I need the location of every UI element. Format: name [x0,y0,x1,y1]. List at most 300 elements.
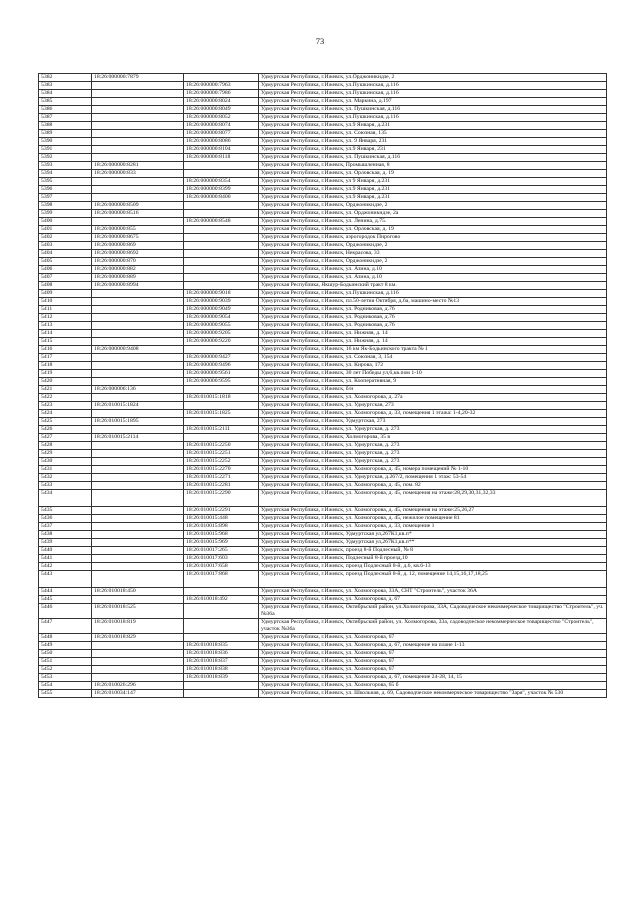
table-row [39,689,607,697]
land-cadastral-number-cell [92,130,184,138]
land-cadastral-number-cell [92,314,184,322]
table-row [39,482,607,490]
land-cadastral-number-cell [92,338,184,346]
land-cadastral-number-cell [92,474,184,482]
row-number-cell: 5396 [39,186,92,194]
land-cadastral-number-cell: 18:26:000000:855 [92,226,184,234]
address-cell: Удмуртская Республика, г.Ижевск, проезд Подлесный 8-й, д. 12, помещение 14,15,16,17,18,25 [259,571,607,588]
object-cadastral-number-cell: 18:26:000000:8104 [184,146,259,154]
object-cadastral-number-cell: 18:26:010015:2252 [184,458,259,466]
object-cadastral-number-cell: 18:26:010015:1825 [184,410,259,418]
table-row [39,539,607,547]
table-row [39,362,607,370]
row-number-cell: 5439 [39,539,92,547]
object-cadastral-number-cell: 18:26:010015:2251 [184,450,259,458]
object-cadastral-number-cell: 18:26:010015:2111 [184,426,259,434]
table-row [39,523,607,531]
table-row [39,322,607,330]
land-cadastral-number-cell: 18:26:010018:525 [92,604,184,619]
object-cadastral-number-cell [184,74,259,82]
object-cadastral-number-cell: 18:26:010018:835 [184,641,259,649]
table-row [39,90,607,98]
address-cell: Удмуртская Республика, г.Ижевск, проезд 8-й Подлесный, № 8 [259,547,607,555]
table-row [39,507,607,515]
address-cell: Удмуртская Республика, г.Ижевск, проезд Подлесный 8-й, д.6, кв.6-13 [259,563,607,571]
row-number-cell: 5450 [39,649,92,657]
address-cell: Удмуртская Республика, г.Ижевск, 16 км Як-Бодьинского тракта № 1 [259,346,607,354]
land-cadastral-number-cell: 18:26:000000:8281 [92,162,184,170]
address-cell: Удмуртская Республика, г.Ижевск, ул. Удмуртская, д. 273 [259,426,607,434]
cadastral-register-table [38,73,607,698]
table-row [39,178,607,186]
row-number-cell: 5385 [39,98,92,106]
object-cadastral-number-cell [184,681,259,689]
address-cell: Удмуртская Республика, г.Ижевск, ул. Пушкинская, д.116 [259,154,607,162]
object-cadastral-number-cell: 18:26:000000:8118 [184,154,259,162]
table-row [39,114,607,122]
object-cadastral-number-cell: 18:26:010015:898 [184,523,259,531]
object-cadastral-number-cell [184,258,259,266]
object-cadastral-number-cell: 18:26:010015:968 [184,531,259,539]
address-cell: Удмуртская Республика, г.Ижевск, ул. Школьная, д. 69, Садоводческое некоммерческое товарищество "Заря", участок № 530 [259,689,607,697]
row-number-cell: 5434 [39,490,92,507]
land-cadastral-number-cell: 18:26:000000:9408 [92,346,184,354]
row-number-cell: 5423 [39,402,92,410]
table-row [39,450,607,458]
row-number-cell: 5438 [39,531,92,539]
object-cadastral-number-cell [184,210,259,218]
table-row [39,210,607,218]
land-cadastral-number-cell: 18:26:010018:450 [92,588,184,596]
row-number-cell: 5387 [39,114,92,122]
table-row [39,290,607,298]
row-number-cell: 5432 [39,474,92,482]
object-cadastral-number-cell [184,234,259,242]
object-cadastral-number-cell: 18:26:000000:9055 [184,322,259,330]
row-number-cell: 5426 [39,426,92,434]
table-row [39,563,607,571]
table-row [39,258,607,266]
row-number-cell: 5407 [39,274,92,282]
address-cell: Удмуртская Республика, г.Ижевск, ул.Пушкинская, д.116 [259,82,607,90]
object-cadastral-number-cell [184,604,259,619]
table-row [39,242,607,250]
object-cadastral-number-cell: 18:26:000000:8399 [184,186,259,194]
address-cell: Удмуртская Республика, г.Ижевск, ул. Орловская, д. 19 [259,170,607,178]
row-number-cell: 5421 [39,386,92,394]
land-cadastral-number-cell [92,563,184,571]
table-row [39,442,607,450]
row-number-cell: 5445 [39,596,92,604]
row-number-cell: 5384 [39,90,92,98]
land-cadastral-number-cell [92,138,184,146]
object-cadastral-number-cell [184,226,259,234]
table-row [39,202,607,210]
address-cell: Удмуртская Республика, г.Ижевск, Промышленная, 8 [259,162,607,170]
land-cadastral-number-cell [92,673,184,681]
object-cadastral-number-cell: 18:26:000000:8077 [184,130,259,138]
address-cell: Удмуртская Республика, г.Ижевск, 30 лет Победы ул,6,кв.пом 1-10 [259,370,607,378]
object-cadastral-number-cell [184,633,259,641]
table-row [39,490,607,507]
table-row [39,330,607,338]
land-cadastral-number-cell: 18:26:000000:8675 [92,234,184,242]
land-cadastral-number-cell: 18:26:000000:833 [92,170,184,178]
page-number: 73 [315,36,325,46]
object-cadastral-number-cell: 18:26:010017:658 [184,563,259,571]
land-cadastral-number-cell [92,90,184,98]
object-cadastral-number-cell [184,162,259,170]
table-row [39,274,607,282]
object-cadastral-number-cell: 18:26:010015:2271 [184,474,259,482]
land-cadastral-number-cell [92,649,184,657]
table-row [39,194,607,202]
address-cell: Удмуртская Республика, г.Ижевск, ул.9 Января, д.231 [259,194,607,202]
land-cadastral-number-cell [92,641,184,649]
row-number-cell: 5390 [39,138,92,146]
row-number-cell: 5424 [39,410,92,418]
object-cadastral-number-cell: 18:26:010017:868 [184,571,259,588]
table-row [39,98,607,106]
land-cadastral-number-cell [92,306,184,314]
object-cadastral-number-cell: 18:26:000000:8052 [184,114,259,122]
address-cell: Удмуртская Республика, г.Ижевск, ул.9 Января, д.231 [259,186,607,194]
table-row [39,146,607,154]
object-cadastral-number-cell: 18:26:010015:2290 [184,490,259,507]
land-cadastral-number-cell: 18:26:000000:870 [92,258,184,266]
row-number-cell: 5411 [39,306,92,314]
table-row [39,604,607,619]
land-cadastral-number-cell: 18:26:010015:1824 [92,402,184,410]
row-number-cell: 5414 [39,330,92,338]
land-cadastral-number-cell [92,523,184,531]
address-cell: Удмуртская Республика, г.Ижевск, б/н [259,386,607,394]
land-cadastral-number-cell: 18:26:000006:136 [92,386,184,394]
table-row [39,555,607,563]
land-cadastral-number-cell [92,354,184,362]
land-cadastral-number-cell [92,394,184,402]
address-cell: Удмуртская Республика, г.Ижевск, Орджоникидзе, 2 [259,242,607,250]
row-number-cell: 5446 [39,604,92,619]
row-number-cell: 5435 [39,507,92,515]
row-number-cell: 5400 [39,218,92,226]
row-number-cell: 5394 [39,170,92,178]
land-cadastral-number-cell: 18:26:000000:8692 [92,250,184,258]
table-row [39,618,607,633]
address-cell: Удмуртская Республика, г.Ижевск, Орджоникидзе, 2 [259,202,607,210]
land-cadastral-number-cell: 18:26:010018:829 [92,633,184,641]
row-number-cell: 5382 [39,74,92,82]
table-row [39,306,607,314]
land-cadastral-number-cell [92,362,184,370]
address-cell: Удмуртская Республика, г.Ижевск, ул. Орджоникидзе, 2а [259,210,607,218]
address-cell: Удмуртская Республика, г.Ижевск, ул. Удмуртская, д. 273 [259,442,607,450]
object-cadastral-number-cell [184,274,259,282]
land-cadastral-number-cell [92,146,184,154]
object-cadastral-number-cell [184,250,259,258]
address-cell: Удмуртская Республика, г.Ижевск, ул.9 Января, 231 [259,146,607,154]
land-cadastral-number-cell [92,442,184,450]
row-number-cell: 5418 [39,362,92,370]
row-number-cell: 5440 [39,547,92,555]
address-cell: Удмуртская Республика, г.Ижевск, аэрогородок Пирогово [259,234,607,242]
address-cell: Удмуртская Республика, г.Ижевск, ул. Родниковая, д.76 [259,314,607,322]
object-cadastral-number-cell: 18:26:000000:8024 [184,98,259,106]
land-cadastral-number-cell [92,426,184,434]
row-number-cell: 5404 [39,250,92,258]
row-number-cell: 5442 [39,563,92,571]
table-row [39,282,607,290]
object-cadastral-number-cell: 18:26:000000:9039 [184,298,259,306]
land-cadastral-number-cell [92,290,184,298]
row-number-cell: 5436 [39,515,92,523]
table-row [39,458,607,466]
land-cadastral-number-cell [92,507,184,515]
row-number-cell: 5449 [39,641,92,649]
table-row [39,641,607,649]
object-cadastral-number-cell [184,402,259,410]
address-cell: Удмуртская Республика, г.Ижевск, Подлесный 8-й проезд,10 [259,555,607,563]
table-row [39,394,607,402]
row-number-cell: 5415 [39,338,92,346]
land-cadastral-number-cell [92,596,184,604]
land-cadastral-number-cell [92,378,184,386]
table-row [39,571,607,588]
land-cadastral-number-cell [92,298,184,306]
land-cadastral-number-cell: 18:26:000000:8516 [92,210,184,218]
land-cadastral-number-cell: 18:26:000000:8509 [92,202,184,210]
table-row [39,474,607,482]
land-cadastral-number-cell [92,657,184,665]
object-cadastral-number-cell: 18:26:000000:9018 [184,290,259,298]
row-number-cell: 5417 [39,354,92,362]
row-number-cell: 5405 [39,258,92,266]
address-cell: Удмуртская Республика, г.Ижевск, ул. Холмогорова, д. 33, помещение 1 [259,523,607,531]
table-row [39,596,607,604]
row-number-cell: 5454 [39,681,92,689]
table-row [39,657,607,665]
row-number-cell: 5416 [39,346,92,354]
land-cadastral-number-cell [92,547,184,555]
address-cell: Удмуртская Республика, г.Ижевск, Орджоникидзе, 2 [259,258,607,266]
land-cadastral-number-cell [92,482,184,490]
row-number-cell: 5448 [39,633,92,641]
address-cell: Удмуртская Республика, г.Ижевск, Октябрьский район, ул.Холмогорова, 33А, Садоводческое некоммерческое товарищество "Строитель", уч.№36а [259,604,607,619]
object-cadastral-number-cell [184,346,259,354]
table-row [39,402,607,410]
row-number-cell: 5389 [39,130,92,138]
address-cell: Удмуртская Республика, г.Ижевск, ул. Холмогорова, д. 45, пом. 82 [259,482,607,490]
object-cadastral-number-cell: 18:26:010015:2250 [184,442,259,450]
table-row [39,547,607,555]
object-cadastral-number-cell: 18:26:000000:9205 [184,330,259,338]
address-cell: Удмуртская Республика, г.Ижевск, Холмогорова, 35 в [259,434,607,442]
row-number-cell: 5395 [39,178,92,186]
land-cadastral-number-cell [92,466,184,474]
row-number-cell: 5403 [39,242,92,250]
object-cadastral-number-cell [184,282,259,290]
address-cell: Удмуртская Республика, г.Ижевск, ул. Маркина, д.197 [259,98,607,106]
table-row [39,665,607,673]
address-cell: Удмуртская Республика, г.Ижевск, ул. Ленина, д.75. [259,218,607,226]
table-row [39,266,607,274]
row-number-cell: 5427 [39,434,92,442]
table-row [39,466,607,474]
table-row [39,354,607,362]
address-cell: Удмуртская Республика, г.Ижевск, ул. Нижняя, д. 14 [259,330,607,338]
row-number-cell: 5402 [39,234,92,242]
land-cadastral-number-cell [92,98,184,106]
object-cadastral-number-cell: 18:26:000000:8548 [184,218,259,226]
table-row [39,298,607,306]
address-cell: Удмуртская Республика, г.Ижевск, ул 9 Января, д.231 [259,178,607,186]
address-cell: Удмуртская Республика, г.Ижевск, ул.Пушкинская, д.116 [259,290,607,298]
land-cadastral-number-cell: 18:26:000000:8994 [92,282,184,290]
row-number-cell: 5398 [39,202,92,210]
object-cadastral-number-cell: 18:26:000000:9561 [184,370,259,378]
row-number-cell: 5391 [39,146,92,154]
row-number-cell: 5408 [39,282,92,290]
address-cell: Удмуртская Республика, г.Ижевск, Удмуртская ул,267К1,кв.п* [259,531,607,539]
land-cadastral-number-cell [92,450,184,458]
address-cell: Удмуртская Республика, г.Ижевск, ул. Холмогорова, 67 [259,665,607,673]
address-cell: Удмуртская Республика, г.Ижевск, ул. Союзная, 3, 154 [259,354,607,362]
address-cell: Удмуртская Республика, г.Ижевск, ул. Холмогорова, д. 67 [259,596,607,604]
table-row [39,338,607,346]
address-cell: Удмуртская Республика, г.Ижевск, ул. Холмогорова, д. 33, помещения 1 этажа: 1-4,20-32 [259,410,607,418]
table-row [39,370,607,378]
row-number-cell: 5413 [39,322,92,330]
row-number-cell: 5388 [39,122,92,130]
object-cadastral-number-cell: 18:26:000000:8074 [184,122,259,130]
table-row [39,378,607,386]
address-cell: Удмуртская Республика, г.Ижевск, ул. Азина, д.10 [259,274,607,282]
address-cell: Удмуртская Республика, г.Ижевск, ул. Холмогорова, 65 б [259,681,607,689]
address-cell: Удмуртская Республика, г.Ижевск, ул. Пушкинская, д.116 [259,106,607,114]
land-cadastral-number-cell [92,539,184,547]
land-cadastral-number-cell [92,122,184,130]
table-row [39,418,607,426]
table-row [39,74,607,82]
address-cell: Удмуртская Республика, г.Ижевск, ул.Орджоникидзе, 2 [259,74,607,82]
land-cadastral-number-cell [92,555,184,563]
address-cell: Удмуртская Республика, г.Ижевск, ул. Холмогорова, д. 67, помещение на плане 1-13 [259,641,607,649]
land-cadastral-number-cell [92,330,184,338]
object-cadastral-number-cell [184,202,259,210]
address-cell: Удмуртская Республика, г.Ижевск, ул. Холмогорова, 67 [259,633,607,641]
row-number-cell: 5410 [39,298,92,306]
object-cadastral-number-cell [184,618,259,633]
table-row [39,386,607,394]
table-row [39,234,607,242]
object-cadastral-number-cell: 18:26:010017:603 [184,555,259,563]
address-cell: Удмуртская Республика, Якшур-Бодьинский тракт 8 км. [259,282,607,290]
object-cadastral-number-cell [184,242,259,250]
table-row [39,82,607,90]
object-cadastral-number-cell [184,689,259,697]
address-cell: Удмуртская Республика, г.Ижевск, ул. Орловская, д. 19 [259,226,607,234]
row-number-cell: 5399 [39,210,92,218]
row-number-cell: 5397 [39,194,92,202]
address-cell: Удмуртская Республика, г.Ижевск, ул. Холмогорова, д. 45, нежилое помещение 81 [259,515,607,523]
table-row [39,673,607,681]
table-row [39,426,607,434]
row-number-cell: 5422 [39,394,92,402]
table-row [39,633,607,641]
table-row [39,410,607,418]
object-cadastral-number-cell: 18:26:000000:7986 [184,90,259,98]
row-number-cell: 5451 [39,657,92,665]
row-number-cell: 5430 [39,458,92,466]
land-cadastral-number-cell [92,410,184,418]
land-cadastral-number-cell: 18:26:010015:2114 [92,434,184,442]
address-cell: Удмуртская Республика, г.Ижевск, Октябрьский район, ул. Холмогорова, 33а, садоводческое некоммерческое товарищество "Строитель", участок №36а [259,618,607,633]
land-cadastral-number-cell [92,458,184,466]
object-cadastral-number-cell: 18:26:010015:2291 [184,507,259,515]
row-number-cell: 5428 [39,442,92,450]
address-cell: Удмуртская Республика, г.Ижевск, ул. Холмогорова, д. 45, помещения на этаже:28,29,30,31,32,33 [259,490,607,507]
object-cadastral-number-cell: 18:26:010015:969 [184,539,259,547]
address-cell: Удмуртская Республика, г.Ижевск, ул. Холмогорова, д. 27а [259,394,607,402]
object-cadastral-number-cell: 18:26:010015:448 [184,515,259,523]
address-cell: Удмуртская Республика, г.Ижевск, Удмуртская, 273 [259,418,607,426]
table-row [39,226,607,234]
address-cell: Удмуртская Республика, г.Ижевск, ул. Родниковая, д.76 [259,306,607,314]
object-cadastral-number-cell: 18:26:010018:838 [184,665,259,673]
object-cadastral-number-cell [184,418,259,426]
land-cadastral-number-cell: 18:26:010015:1895 [92,418,184,426]
object-cadastral-number-cell: 18:26:010017:265 [184,547,259,555]
row-number-cell: 5452 [39,665,92,673]
table-row [39,218,607,226]
table-row [39,106,607,114]
object-cadastral-number-cell [184,434,259,442]
table-row [39,130,607,138]
object-cadastral-number-cell: 18:26:000000:9427 [184,354,259,362]
address-cell: Удмуртская Республика, г.Ижевск, Некрасова, 33 [259,250,607,258]
land-cadastral-number-cell: 18:26:010026:296 [92,681,184,689]
address-cell: Удмуртская Республика, г.Ижевск, ул. Родниковая, д.76 [259,322,607,330]
row-number-cell: 5425 [39,418,92,426]
table-row [39,138,607,146]
table-row [39,531,607,539]
address-cell: Удмуртская Республика, г.Ижевск, ул. Холмогорова, д. 67, помещение 24-28, 14, 15 [259,673,607,681]
address-cell: Удмуртская Республика, г.Ижевск, Удмуртская ул,267К1,кв.п** [259,539,607,547]
address-cell: Удмуртская Республика, г.Ижевск, ул.9 Января, д.231 [259,122,607,130]
table-row [39,346,607,354]
address-cell: Удмуртская Республика, г.Ижевск, пл.50-летия Октября, д.6а, машино-место №13 [259,298,607,306]
land-cadastral-number-cell [92,186,184,194]
object-cadastral-number-cell: 18:26:000000:8354 [184,178,259,186]
land-cadastral-number-cell [92,106,184,114]
land-cadastral-number-cell [92,571,184,588]
table-row [39,250,607,258]
land-cadastral-number-cell: 18:26:000000:869 [92,242,184,250]
address-cell: Удмуртская Республика, г.Ижевск, ул. Союзная, 135 [259,130,607,138]
row-number-cell: 5437 [39,523,92,531]
address-cell: Удмуртская Республика, г.Ижевск, ул. Удмуртская, д. 273 [259,458,607,466]
address-cell: Удмуртская Республика, г.Ижевск, ул. Холмогорова, 67 [259,649,607,657]
address-cell: Удмуртская Республика, г.Ижевск, ул. Удмуртская, д.267/2, помещения 1 этаж: 53-54 [259,474,607,482]
address-cell: Удмуртская Республика, г.Ижевск, ул. Удмуртская, д. 273 [259,450,607,458]
table-row [39,170,607,178]
object-cadastral-number-cell: 18:26:010018:836 [184,649,259,657]
table-row [39,434,607,442]
row-number-cell: 5393 [39,162,92,170]
object-cadastral-number-cell: 18:26:000000:9220 [184,338,259,346]
land-cadastral-number-cell [92,322,184,330]
register-table-body [39,74,607,698]
